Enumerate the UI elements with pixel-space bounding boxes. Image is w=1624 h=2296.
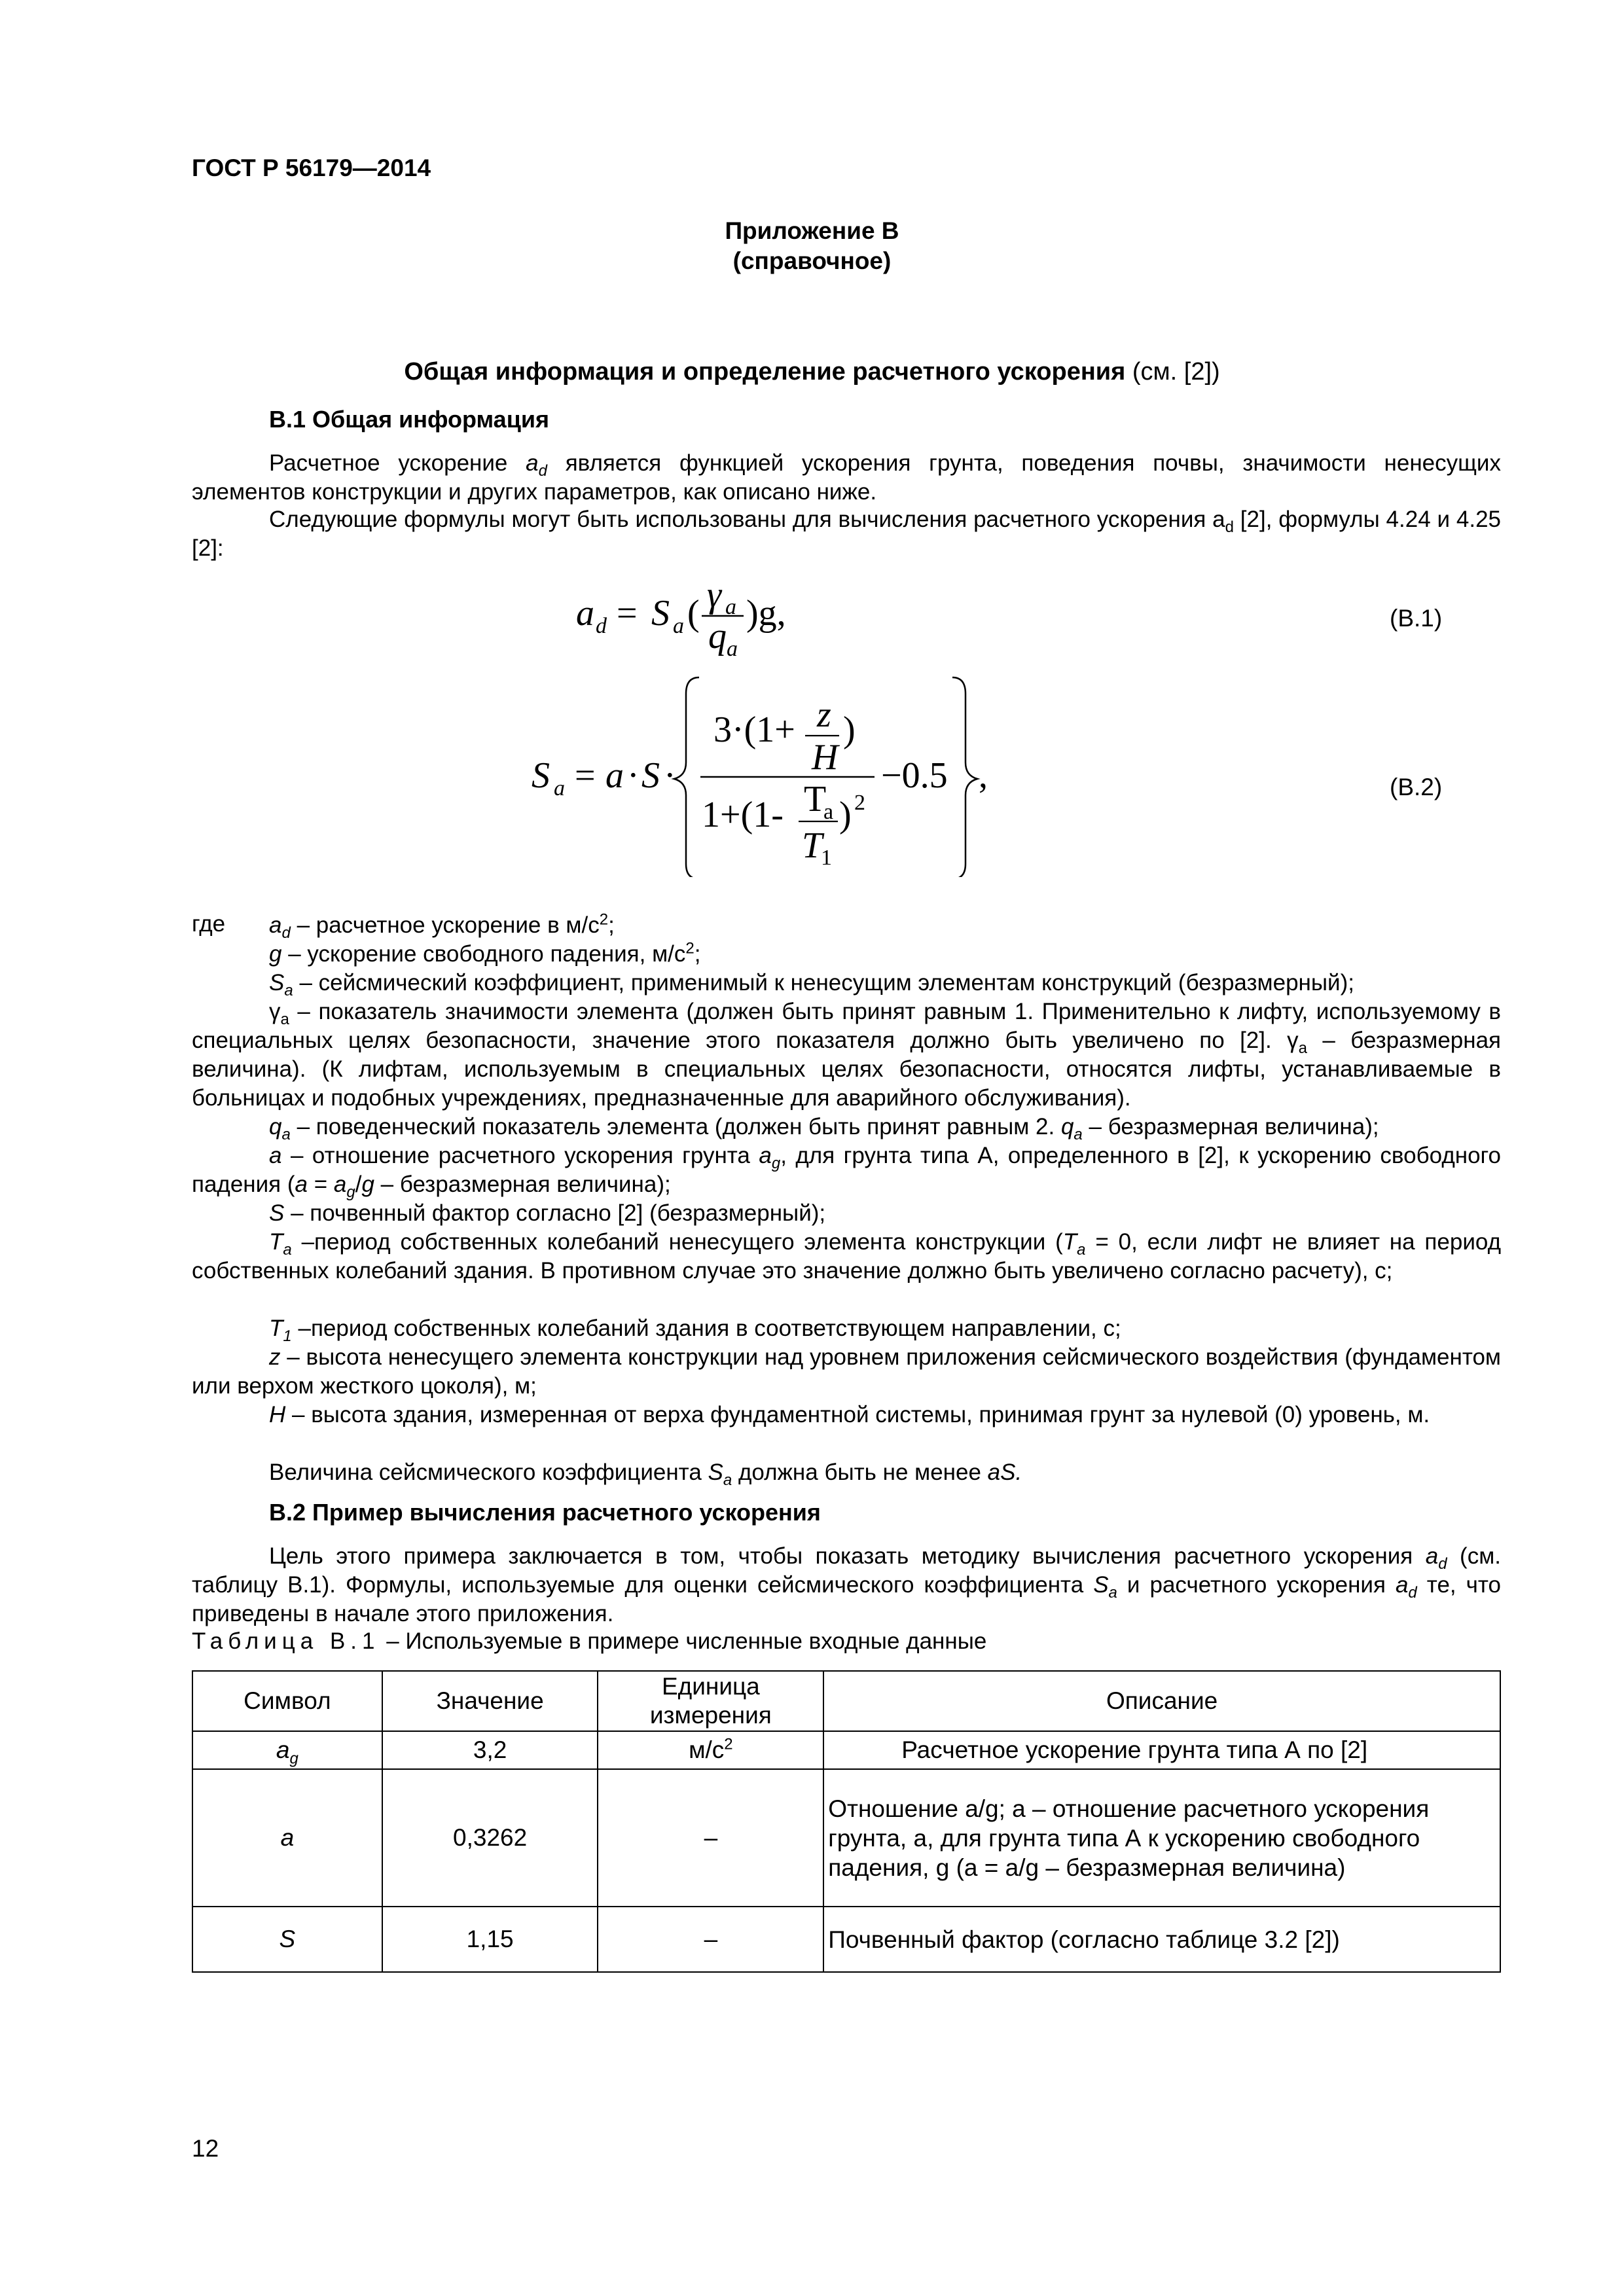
svg-text:·: ·: [664, 755, 676, 796]
svg-text:)g,: )g,: [746, 593, 786, 634]
table-row: [192, 1907, 1500, 1972]
table-header-row: [192, 1671, 1500, 1731]
cell-unit: $м/с^2$: [598, 1731, 823, 1769]
cell-value: 1,15: [382, 1907, 598, 1972]
input-data-table: [192, 1670, 1501, 1973]
svg-text:a: a: [605, 755, 624, 796]
where-h: H – высота здания, измеренная от верха фундаментной системы, принимая грунт за нулевой (0) уровень, м.: [269, 1402, 1430, 1427]
svg-text:=: =: [617, 593, 638, 634]
appendix-title: Приложение В: [725, 217, 899, 244]
svg-text:S: S: [641, 755, 660, 796]
where-a: a – отношение расчетного ускорения грунта $a_g$, для грунта типа А, определенного в [2], к ускорению свободного падения ($a = a_g/g$ – безразмерная величина);: [192, 1143, 1501, 1201]
svg-text:a: a: [673, 614, 684, 638]
cell-unit: –: [598, 1907, 823, 1972]
svg-text:1: 1: [821, 846, 832, 870]
paragraph-example: Цель этого примера заключается в том, чтобы показать методику вычисления расчетного ускорения $a_d$ (см. таблицу В.1). Формулы, используемые для оценки сейсмического коэффициента $S_a$ и расчетного ускорения $a_d$ те, что приведены в начале этого приложения.: [192, 1543, 1501, 1626]
svg-text:,: ,: [979, 755, 988, 796]
where-t1: $T_1$ –период собственных колебаний здания в соответствующем направлении, с;: [269, 1316, 1121, 1345]
cell-description: Отношение a/g; a – отношение расчетного ускорения грунта, a, для грунта типа А к ускорению свободного падения, g (a = a/g – безразмерная величина): [823, 1769, 1500, 1907]
svg-text:·: ·: [627, 755, 640, 796]
where-s: S – почвенный фактор согласно [2] (безразмерный);: [269, 1200, 826, 1226]
header-symbol: Символ: [192, 1671, 382, 1731]
table-caption: Таблица В.1 – Используемые в примере численные входные данные: [192, 1628, 987, 1654]
table-row: [192, 1731, 1500, 1769]
svg-text:1+(1-: 1+(1-: [702, 795, 784, 835]
where-g: g – ускорение свободного падения, $м/с^2$;: [269, 939, 701, 967]
svg-text:T: T: [804, 779, 827, 819]
cell-symbol: S: [192, 1907, 382, 1972]
cell-symbol: a: [192, 1769, 382, 1907]
where-qa: $q_a$ – поведенческий показатель элемента (должен быть принят равным 2. $q_a$ – безразмерная величина);: [269, 1114, 1379, 1143]
svg-text:(: (: [687, 593, 700, 634]
cell-value: 3,2: [382, 1731, 598, 1769]
svg-text:z: z: [817, 694, 831, 735]
svg-text:S: S: [532, 755, 550, 796]
cell-unit: –: [598, 1769, 823, 1907]
where-sa: $S_a$ – сейсмический коэффициент, применимый к ненесущим элементам конструкций (безразмерный);: [269, 970, 1354, 999]
svg-text:a: a: [554, 776, 565, 800]
svg-text:a: a: [727, 637, 738, 661]
svg-text:): ): [839, 795, 852, 835]
paragraph-formulas: Следующие формулы могут быть использованы для вычисления расчетного ускорения $a_d$ [2], формулы 4.24 и 4.25 [2]:: [192, 507, 1501, 561]
appendix-type: (справочное): [732, 247, 892, 274]
cell-description: Почвенный фактор (согласно таблице 3.2 [2]): [823, 1907, 1500, 1972]
svg-text:−0.5: −0.5: [881, 755, 948, 796]
svg-text:S: S: [651, 593, 670, 634]
svg-text:3·(1+: 3·(1+: [713, 709, 795, 750]
section-title-text: Общая информация и определение расчетного ускорения: [404, 358, 1126, 386]
svg-text:q: q: [708, 616, 727, 656]
svg-text:γ: γ: [707, 575, 722, 615]
svg-text:2: 2: [854, 791, 865, 815]
document-id: ГОСТ Р 56179—2014: [192, 154, 431, 181]
header-unit: Единица измерения: [598, 1671, 823, 1731]
header-value: Значение: [382, 1671, 598, 1731]
paragraph-intro: Расчетное ускорение $a_d$ является функцией ускорения грунта, поведения почвы, значимости ненесущих элементов конструкции и других параметров, как описано ниже.: [192, 450, 1501, 505]
where-final: Величина сейсмического коэффициента $S_a$ должна быть не менее aS.: [269, 1460, 1022, 1489]
formula-b1-number: (В.1): [1390, 605, 1443, 632]
where-z: z – высота ненесущего элемента конструкции над уровнем приложения сейсмического воздействия (фундаментом или верхом жесткого цоколя), м;: [192, 1344, 1501, 1399]
cell-symbol: $a_g$: [192, 1731, 382, 1769]
svg-text:T: T: [802, 825, 823, 866]
where-gamma: $\gamma_a$ – показатель значимости элемента (должен быть принят равным 1. Применительно к лифту, используемому в специальных целях безопасности, значение этого показателя должно быть увеличено по [2]. $\gamma_a$ – безразмерная величина). (К лифтам, используемым в специальных целях безопасности, относятся лифты, устанавливаемые в больницах и подобных учреждениях, предназначенные для аварийного обслуживания).: [192, 999, 1501, 1111]
cell-description: Расчетное ускорение грунта типа А по [2]: [823, 1731, 1500, 1769]
svg-text:): ): [843, 709, 856, 750]
formula-b1: [563, 569, 864, 674]
table-row: [192, 1769, 1500, 1907]
formula-b2: [524, 671, 995, 877]
where-ta: $T_a$ –период собственных колебаний ненесущего элемента конструкции ($T_a = 0$, если лифт не влияет на период собственных колебаний здания. В противном случае это значение должно быть увеличено согласно расчету), с;: [192, 1229, 1501, 1283]
page-number: 12: [192, 2135, 219, 2162]
cell-value: 0,3262: [382, 1769, 598, 1907]
svg-text:H: H: [812, 737, 839, 778]
section-b1-heading: В.1 Общая информация: [269, 406, 549, 433]
formula-b2-number: (В.2): [1390, 774, 1443, 800]
header-description: Описание: [823, 1671, 1500, 1731]
svg-text:a: a: [725, 595, 736, 619]
svg-text:=: =: [575, 755, 596, 796]
section-title: [0, 358, 1624, 386]
section-title-ref: (см. [2]): [1132, 358, 1220, 386]
svg-text:a: a: [823, 800, 834, 824]
svg-text:d: d: [596, 614, 607, 638]
svg-text:a: a: [576, 593, 594, 634]
where-ad: $a_d$ – расчетное ускорение в $м/с^2$;: [269, 910, 615, 942]
where-label: где: [192, 911, 226, 937]
section-b2-heading: В.2 Пример вычисления расчетного ускорения: [269, 1499, 821, 1526]
